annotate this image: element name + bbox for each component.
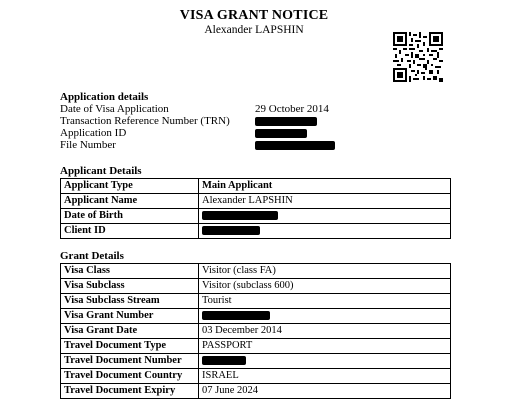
grant-label: Travel Document Country [61, 369, 199, 384]
grant-label: Visa Grant Date [61, 324, 199, 339]
applicant-label: Applicant Name [61, 194, 199, 209]
applicant-label: Applicant Type [61, 179, 199, 194]
grant-value: Visitor (subclass 600) [199, 279, 451, 294]
application-detail-row [60, 103, 360, 115]
grant-details-heading: Grant Details [60, 250, 124, 262]
grant-label: Visa Class [61, 264, 199, 279]
grant-value: 07 June 2024 [199, 384, 451, 399]
table-row [61, 324, 451, 339]
grant-value: PASSPORT [199, 339, 451, 354]
table-row [61, 369, 451, 384]
table-row [61, 264, 451, 279]
grant-details-table [60, 263, 451, 399]
table-row [61, 354, 451, 369]
grant-label: Visa Grant Number [61, 309, 199, 324]
table-row [61, 194, 451, 209]
applicant-details-heading: Applicant Details [60, 165, 142, 177]
table-row [61, 384, 451, 399]
applicant-details-table [60, 178, 451, 239]
table-row [61, 179, 451, 194]
grant-value: 03 December 2014 [199, 324, 451, 339]
document-title: VISA GRANT NOTICE [179, 8, 329, 23]
application-detail-label: Application ID [60, 127, 127, 139]
redaction-bar [255, 127, 307, 139]
application-detail-label: File Number [60, 139, 116, 151]
qr-code-icon [393, 32, 443, 82]
application-details-heading: Application details [60, 91, 149, 103]
applicant-label: Client ID [61, 224, 199, 239]
table-row [61, 294, 451, 309]
redaction-bar [199, 224, 451, 239]
application-details-list [60, 103, 360, 151]
table-row [61, 309, 451, 324]
applicant-value: Main Applicant [199, 179, 451, 194]
redaction-bar [255, 139, 335, 151]
table-row [61, 224, 451, 239]
application-detail-value: 29 October 2014 [255, 103, 329, 115]
redaction-bar [199, 209, 451, 224]
application-detail-row [60, 139, 360, 151]
grant-label: Visa Subclass [61, 279, 199, 294]
redaction-bar [255, 115, 317, 127]
table-row [61, 339, 451, 354]
grant-value: Tourist [199, 294, 451, 309]
redaction-bar [199, 354, 451, 369]
table-row [61, 279, 451, 294]
application-detail-row [60, 127, 360, 139]
grant-label: Travel Document Expiry [61, 384, 199, 399]
grant-value: Visitor (class FA) [199, 264, 451, 279]
grant-label: Visa Subclass Stream [61, 294, 199, 309]
application-detail-label: Date of Visa Application [60, 103, 169, 115]
grant-label: Travel Document Number [61, 354, 199, 369]
grant-value: ISRAEL [199, 369, 451, 384]
grant-label: Travel Document Type [61, 339, 199, 354]
redaction-bar [199, 309, 451, 324]
applicant-label: Date of Birth [61, 209, 199, 224]
application-detail-label: Transaction Reference Number (TRN) [60, 115, 230, 127]
holder-name: Alexander LAPSHIN [204, 24, 304, 36]
application-detail-row [60, 115, 360, 127]
applicant-value: Alexander LAPSHIN [199, 194, 451, 209]
table-row [61, 209, 451, 224]
